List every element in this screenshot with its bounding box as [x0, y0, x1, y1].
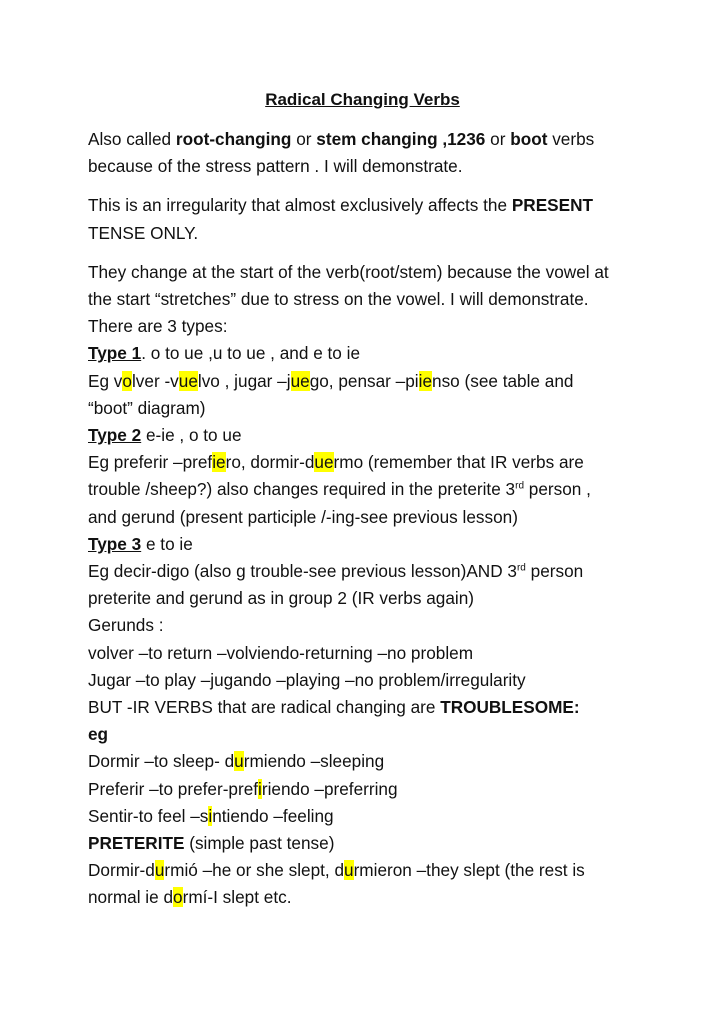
text-run: Dormir-d: [88, 860, 155, 881]
text-run: verbs: [547, 129, 595, 149]
bold-term: root-changing: [175, 129, 292, 149]
type-3-heading: Type 3: [88, 533, 142, 554]
text-run: Also called: [88, 129, 176, 149]
bold-term: TROUBLESOME:: [440, 697, 580, 718]
highlighted-vowel: ie: [418, 370, 433, 391]
text-run: rmieron –they slept (the rest is: [353, 860, 585, 881]
text-line: Jugar –to play –jugando –playing –no problem/irregularity: [88, 669, 526, 690]
superscript: rd: [516, 562, 526, 574]
text-run: normal ie d: [88, 887, 174, 908]
type-2-description: e-ie , o to ue: [141, 425, 242, 446]
text-line: and gerund (present participle /-ing-see previous lesson): [88, 506, 518, 527]
text-line: “boot” diagram): [88, 397, 206, 418]
text-run: or: [291, 129, 317, 149]
type-1-description: . o to ue ,u to ue , and e to ie: [141, 343, 361, 364]
text-run: lvo , jugar –j: [197, 370, 291, 391]
highlighted-vowel: u: [154, 860, 165, 881]
text-run: rmiendo –sleeping: [243, 751, 385, 772]
text-line: There are 3 types:: [88, 316, 228, 337]
bold-term: PRESENT: [511, 195, 594, 216]
text-run: nso (see table and: [432, 370, 574, 391]
highlighted-vowel: u: [344, 860, 354, 881]
type-1-heading: Type 1: [88, 343, 142, 364]
bold-term: stem changing ,1236: [316, 129, 486, 149]
text-run: ro, dormir-d: [225, 452, 315, 473]
text-line: volver –to return –volviendo-returning –no problem: [88, 642, 474, 663]
text-run: rmo (remember that IR verbs are: [333, 452, 584, 473]
page-title: Radical Changing Verbs: [265, 90, 460, 109]
text-run: person ,: [524, 479, 591, 500]
highlighted-vowel: u: [234, 751, 244, 772]
text-run: rmió –he or she slept, d: [164, 860, 345, 881]
preterite-heading: PRETERITE: [88, 833, 185, 854]
text-line: the start “stretches” due to stress on the vowel. I will demonstrate.: [88, 289, 589, 310]
text-run: Sentir-to feel –s: [88, 805, 209, 826]
highlighted-vowel: ue: [314, 452, 334, 473]
irregularity-paragraph: [88, 192, 688, 246]
highlighted-vowel: ie: [212, 452, 226, 473]
text-run: Eg decir-digo (also g trouble-see previous lesson)AND 3: [88, 561, 517, 582]
highlighted-vowel: o: [173, 887, 183, 908]
text-run: BUT -IR VERBS that are radical changing are: [88, 697, 441, 718]
text-line: preterite and gerund as in group 2 (IR verbs again): [88, 588, 474, 609]
text-run: (simple past tense): [184, 833, 335, 854]
intro-paragraph: [88, 126, 688, 180]
bold-term: eg: [88, 724, 109, 745]
type-2-heading: Type 2: [88, 425, 142, 446]
text-run: TENSE ONLY.: [88, 222, 199, 243]
text-run: riendo –preferring: [261, 778, 398, 799]
text-run: Dormir –to sleep- d: [88, 751, 235, 772]
text-run: Eg v: [88, 370, 123, 391]
text-run: ntiendo –feeling: [212, 805, 334, 826]
text-run: go, pensar –pi: [309, 370, 419, 391]
superscript: rd: [515, 480, 525, 492]
highlighted-vowel: ue: [178, 370, 198, 391]
text-run: lver -v: [131, 370, 179, 391]
document-body: [88, 126, 688, 912]
text-run: This is an irregularity that almost exclusively affects the: [88, 195, 512, 216]
text-run: Eg preferir –pref: [88, 452, 213, 473]
gerunds-heading: Gerunds :: [88, 615, 164, 636]
type-3-description: e to ie: [141, 533, 193, 554]
highlighted-vowel: i: [208, 805, 213, 826]
highlighted-vowel: o: [122, 370, 132, 391]
highlighted-vowel: ue: [290, 370, 310, 391]
explanation-paragraph: [88, 259, 688, 912]
text-line: They change at the start of the verb(root/stem) because the vowel at: [88, 261, 609, 282]
bold-term: boot: [510, 129, 548, 149]
text-run: person: [525, 561, 584, 582]
text-run: rmí-I slept etc.: [182, 887, 292, 908]
text-run: trouble /sheep?) also changes required in the preterite 3: [88, 479, 516, 500]
text-run: because of the stress pattern . I will demonstrate.: [88, 156, 463, 177]
text-run: or: [485, 129, 511, 149]
highlighted-vowel: i: [258, 778, 262, 799]
text-run: Preferir –to prefer-pref: [88, 778, 259, 799]
